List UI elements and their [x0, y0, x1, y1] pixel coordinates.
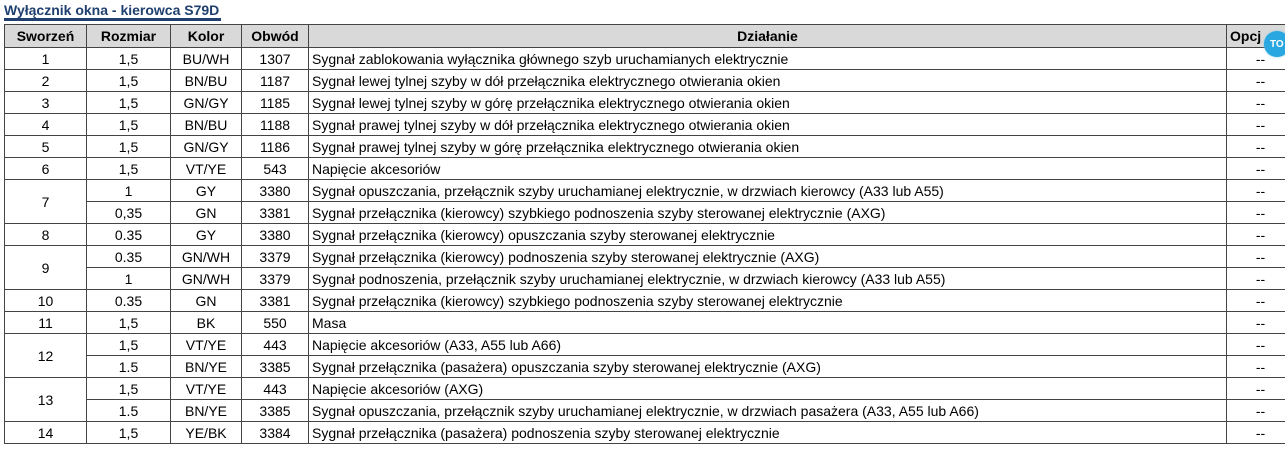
option-cell: --	[1227, 202, 1285, 224]
circuit-cell: 3384	[242, 422, 309, 444]
size-cell: 1,5	[87, 422, 171, 444]
pin-cell: 4	[5, 114, 87, 136]
option-cell: --	[1227, 312, 1285, 334]
circuit-cell: 3379	[242, 246, 309, 268]
circuit-cell: 3381	[242, 290, 309, 312]
table-row	[5, 290, 1285, 312]
pin-cell: 8	[5, 224, 87, 246]
size-cell: 1,5	[87, 114, 171, 136]
size-cell: 0,35	[87, 202, 171, 224]
pin-cell: 1	[5, 48, 87, 70]
option-cell: --	[1227, 268, 1285, 290]
circuit-cell: 3385	[242, 400, 309, 422]
size-cell: 1.5	[87, 356, 171, 378]
color-cell: BN/BU	[171, 114, 242, 136]
pin-cell: 11	[5, 312, 87, 334]
table-row	[5, 334, 1285, 356]
option-cell: --	[1227, 114, 1285, 136]
size-cell: 1,5	[87, 312, 171, 334]
color-cell: GN/GY	[171, 92, 242, 114]
size-cell: 0.35	[87, 290, 171, 312]
circuit-cell: 543	[242, 158, 309, 180]
size-cell: 1,5	[87, 334, 171, 356]
function-cell: Sygnał przełącznika (pasażera) opuszczania szyby sterowanej elektrycznie (AXG)	[309, 356, 1227, 378]
table-row	[5, 92, 1285, 114]
function-cell: Sygnał lewej tylnej szyby w dół przełącznika elektrycznego otwierania okien	[309, 70, 1227, 92]
header-option: Opcj	[1227, 25, 1285, 48]
circuit-cell: 550	[242, 312, 309, 334]
table-row	[5, 312, 1285, 334]
option-cell: --	[1227, 400, 1285, 422]
option-cell: --	[1227, 290, 1285, 312]
option-cell: --	[1227, 246, 1285, 268]
circuit-cell: 3380	[242, 224, 309, 246]
color-cell: GY	[171, 180, 242, 202]
option-cell: --	[1227, 136, 1285, 158]
function-cell: Sygnał przełącznika (kierowcy) opuszczania szyby sterowanej elektrycznie	[309, 224, 1227, 246]
option-cell: --	[1227, 334, 1285, 356]
pin-cell: 12	[5, 334, 87, 378]
function-cell: Sygnał podnoszenia, przełącznik szyby uruchamianej elektrycznie, w drzwiach kierowcy (A33 lub A55)	[309, 268, 1227, 290]
function-cell: Sygnał zablokowania wyłącznika głównego szyb uruchamianych elektrycznie	[309, 48, 1227, 70]
option-cell: --	[1227, 356, 1285, 378]
color-cell: GY	[171, 224, 242, 246]
pin-cell: 10	[5, 290, 87, 312]
pin-cell: 9	[5, 246, 87, 290]
table-row	[5, 158, 1285, 180]
circuit-cell: 3380	[242, 180, 309, 202]
circuit-cell: 443	[242, 378, 309, 400]
header-size: Rozmiar	[87, 25, 171, 48]
function-cell: Sygnał przełącznika (kierowcy) szybkiego podnoszenia szyby sterowanej elektrycznie (AXG)	[309, 202, 1227, 224]
function-cell: Napięcie akcesoriów	[309, 158, 1227, 180]
color-cell: VT/YE	[171, 378, 242, 400]
option-cell: --	[1227, 180, 1285, 202]
size-cell: 1,5	[87, 48, 171, 70]
header-function: Działanie	[309, 25, 1227, 48]
table-row	[5, 180, 1285, 202]
table-row	[5, 48, 1285, 70]
function-cell: Sygnał prawej tylnej szyby w górę przełącznika elektrycznego otwierania okien	[309, 136, 1227, 158]
size-cell: 0.35	[87, 224, 171, 246]
size-cell: 1,5	[87, 378, 171, 400]
option-cell: --	[1227, 48, 1285, 70]
size-cell: 1,5	[87, 92, 171, 114]
table-row	[5, 70, 1285, 92]
table-row	[5, 114, 1285, 136]
option-cell: --	[1227, 158, 1285, 180]
pin-cell: 3	[5, 92, 87, 114]
circuit-cell: 3379	[242, 268, 309, 290]
function-cell: Sygnał opuszczania, przełącznik szyby uruchamianej elektrycznie, w drzwiach kierowcy (A33 lub A55)	[309, 180, 1227, 202]
color-cell: GN/WH	[171, 246, 242, 268]
option-cell: --	[1227, 422, 1285, 444]
connector-pinout-table	[4, 24, 1285, 444]
color-cell: BU/WH	[171, 48, 242, 70]
table-row	[5, 378, 1285, 400]
function-cell: Sygnał lewej tylnej szyby w górę przełącznika elektrycznego otwierania okien	[309, 92, 1227, 114]
color-cell: GN/WH	[171, 268, 242, 290]
header-pin: Sworzeń	[5, 25, 87, 48]
pin-cell: 6	[5, 158, 87, 180]
size-cell: 1,5	[87, 136, 171, 158]
table-row	[5, 224, 1285, 246]
function-cell: Sygnał opuszczania, przełącznik szyby uruchamianej elektrycznie, w drzwiach pasażera (A33, A55 lub A66)	[309, 400, 1227, 422]
function-cell: Napięcie akcesoriów (AXG)	[309, 378, 1227, 400]
circuit-cell: 1186	[242, 136, 309, 158]
function-cell: Sygnał prawej tylnej szyby w dół przełącznika elektrycznego otwierania okien	[309, 114, 1227, 136]
color-cell: VT/YE	[171, 158, 242, 180]
pin-cell: 13	[5, 378, 87, 422]
table-row	[5, 400, 1285, 422]
circuit-cell: 1188	[242, 114, 309, 136]
function-cell: Sygnał przełącznika (kierowcy) szybkiego podnoszenia szyby sterowanej elektrycznie	[309, 290, 1227, 312]
table-row	[5, 246, 1285, 268]
color-cell: GN/GY	[171, 136, 242, 158]
function-cell: Masa	[309, 312, 1227, 334]
function-cell: Sygnał przełącznika (pasażera) podnoszenia szyby sterowanej elektrycznie	[309, 422, 1227, 444]
circuit-cell: 1307	[242, 48, 309, 70]
color-cell: BN/BU	[171, 70, 242, 92]
table-row	[5, 268, 1285, 290]
circuit-cell: 3381	[242, 202, 309, 224]
header-color: Kolor	[171, 25, 242, 48]
color-cell: BK	[171, 312, 242, 334]
color-cell: VT/YE	[171, 334, 242, 356]
circuit-cell: 3385	[242, 356, 309, 378]
size-cell: 1,5	[87, 70, 171, 92]
size-cell: 1	[87, 180, 171, 202]
function-cell: Sygnał przełącznika (kierowcy) podnoszenia szyby sterowanej elektrycznie (AXG)	[309, 246, 1227, 268]
table-row	[5, 202, 1285, 224]
header-circuit: Obwód	[242, 25, 309, 48]
color-cell: GN	[171, 202, 242, 224]
color-cell: GN	[171, 290, 242, 312]
function-cell: Napięcie akcesoriów (A33, A55 lub A66)	[309, 334, 1227, 356]
toc-button[interactable]: TO	[1264, 31, 1285, 57]
pin-cell: 5	[5, 136, 87, 158]
circuit-cell: 1187	[242, 70, 309, 92]
option-cell: --	[1227, 224, 1285, 246]
table-row	[5, 136, 1285, 158]
table-row	[5, 356, 1285, 378]
color-cell: BN/YE	[171, 356, 242, 378]
page-title: Wyłącznik okna - kierowca S79D	[4, 2, 221, 21]
option-cell: --	[1227, 378, 1285, 400]
pin-cell: 7	[5, 180, 87, 224]
table-row	[5, 422, 1285, 444]
pin-cell: 14	[5, 422, 87, 444]
circuit-cell: 443	[242, 334, 309, 356]
size-cell: 1	[87, 268, 171, 290]
color-cell: BN/YE	[171, 400, 242, 422]
table-header-row	[5, 25, 1285, 48]
color-cell: YE/BK	[171, 422, 242, 444]
size-cell: 1.5	[87, 400, 171, 422]
circuit-cell: 1185	[242, 92, 309, 114]
size-cell: 0.35	[87, 246, 171, 268]
size-cell: 1,5	[87, 158, 171, 180]
option-cell: --	[1227, 92, 1285, 114]
pin-cell: 2	[5, 70, 87, 92]
option-cell: --	[1227, 70, 1285, 92]
